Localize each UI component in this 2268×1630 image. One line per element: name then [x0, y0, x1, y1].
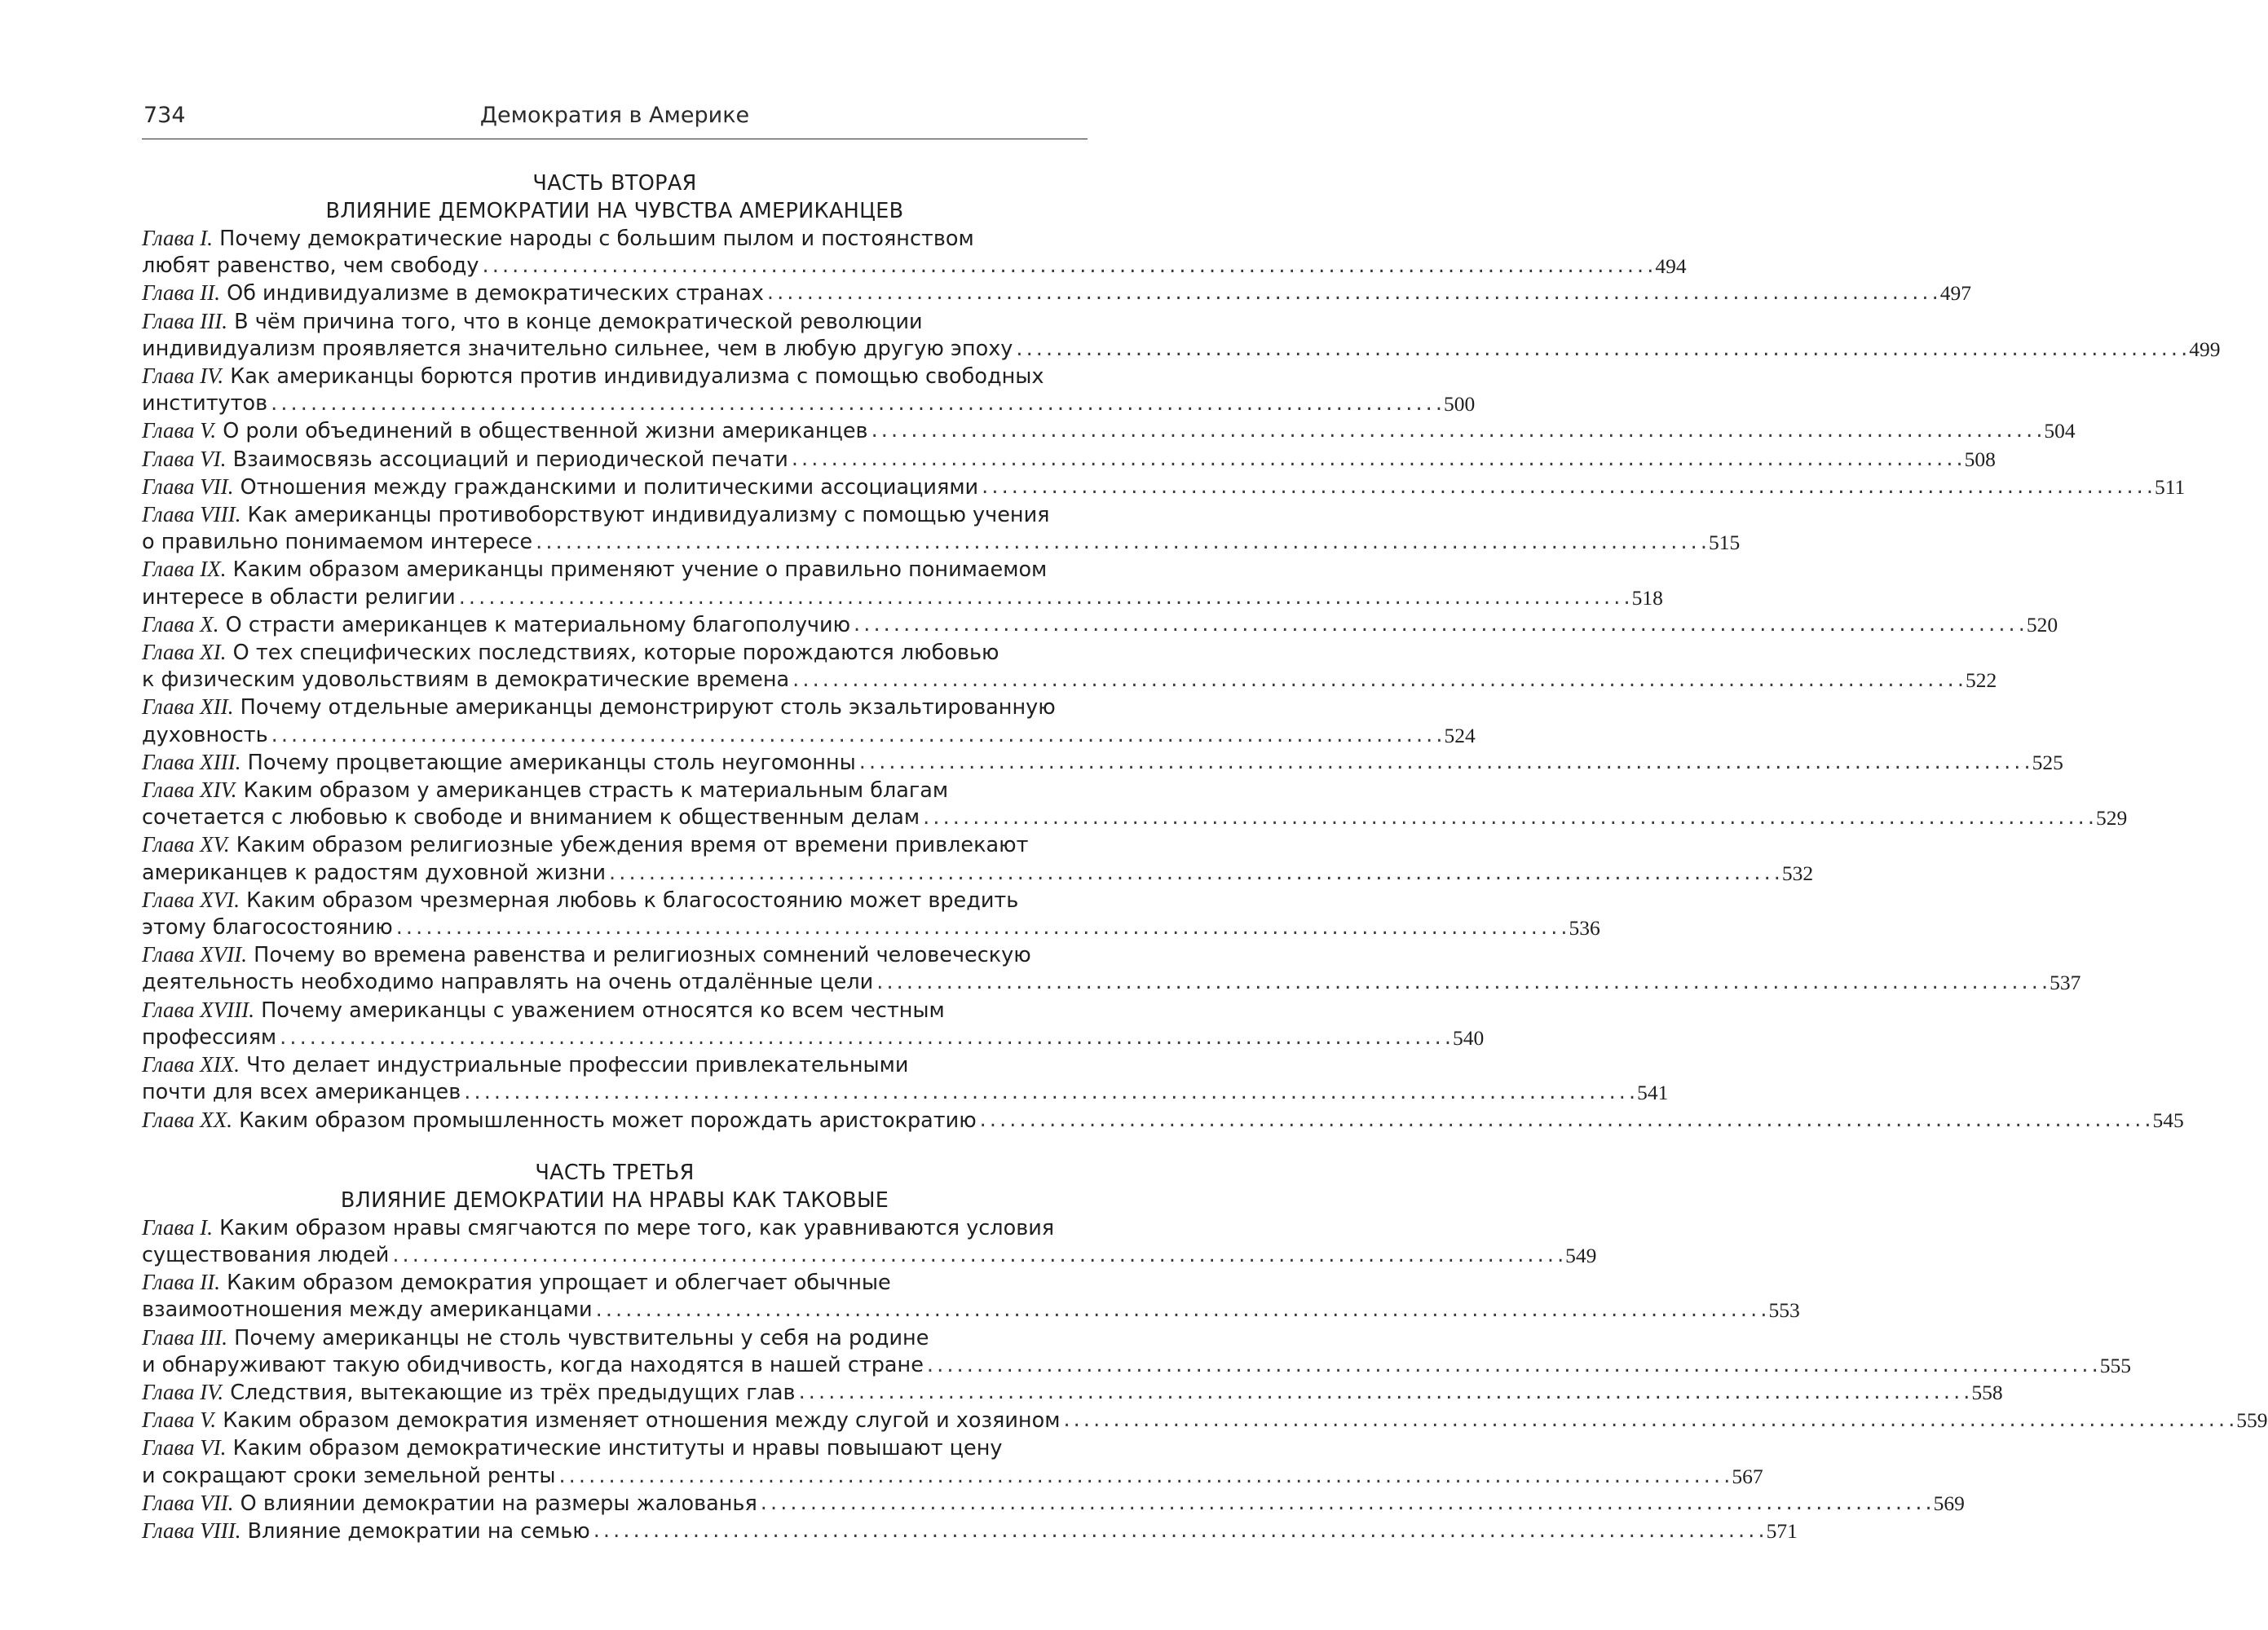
- toc-entry-line: [142, 1079, 1669, 1106]
- page-reference: 558: [1971, 1380, 2003, 1404]
- page-reference: 515: [1708, 531, 1741, 555]
- running-title: Демократия в Америке: [479, 103, 750, 128]
- chapter-title-text: этому благосостоянию: [142, 915, 393, 941]
- chapter-title-text: и сокращают сроки земельной ренты: [142, 1463, 556, 1488]
- page-reference: 571: [1766, 1518, 1798, 1543]
- toc-entry-text: [142, 308, 923, 336]
- table-of-contents: [142, 170, 2268, 1545]
- chapter-title-text: Каким образом демократия изменяет отношения между слугой и хозяином: [223, 1408, 1061, 1434]
- toc-entry-text: [142, 969, 873, 996]
- toc-entry-line: [142, 831, 1088, 859]
- chapter-title-text: Как американцы борются против индивидуализма с помощью свободных: [230, 364, 1044, 390]
- toc-entry-text: [142, 280, 764, 307]
- page-reference: 494: [1655, 254, 1687, 279]
- toc-entry-text: [142, 253, 479, 280]
- chapter-title-text: взаимоотношения между американцами: [142, 1297, 593, 1323]
- page-number: 734: [143, 103, 186, 128]
- leader-dots: [792, 667, 1962, 694]
- page-reference: 545: [2152, 1108, 2184, 1132]
- page-reference: 540: [1452, 1025, 1485, 1050]
- toc-entry-text: [142, 997, 945, 1024]
- toc-entry-line: [142, 1269, 1088, 1297]
- leader-dots: [271, 390, 1441, 417]
- chapter-label: Глава XIX.: [142, 1052, 240, 1077]
- chapter-label: Глава XII.: [142, 694, 234, 720]
- toc-entry[interactable]: [142, 446, 1996, 474]
- chapter-label: Глава II.: [142, 1270, 221, 1295]
- toc-entry[interactable]: [142, 639, 1997, 694]
- page-reference: 522: [1966, 668, 1997, 693]
- chapter-label: Глава IV.: [142, 1379, 224, 1404]
- toc-entry-line: [142, 446, 1996, 474]
- leader-dots: [767, 280, 1937, 307]
- page-reference: 569: [1933, 1491, 1965, 1515]
- leader-dots: [536, 529, 1705, 556]
- chapter-title-text: интересе в области религии: [142, 584, 456, 610]
- chapter-title-text: духовность: [142, 722, 268, 747]
- part-subtitle: ВЛИЯНИЕ ДЕМОКРАТИИ НА ЧУВСТВА АМЕРИКАНЦЕВ: [325, 199, 904, 223]
- toc-entry[interactable]: [142, 941, 2081, 996]
- leader-dots: [596, 1297, 1766, 1324]
- toc-entry-line: [142, 474, 2186, 501]
- toc-entry-line: [142, 529, 1741, 556]
- toc-entry-text: [142, 1242, 389, 1269]
- toc-entry-text: [142, 1297, 593, 1324]
- chapter-label: Глава III.: [142, 1324, 228, 1350]
- toc-entry-text: [142, 749, 856, 777]
- leader-dots: [396, 914, 1566, 941]
- chapter-title-text: Каким образом американцы применяют учение о правильно понимаемом: [232, 557, 1048, 583]
- leader-dots: [927, 1352, 2097, 1379]
- chapter-title-text: В чём причина того, что в конце демократической революции: [234, 309, 923, 334]
- leader-dots: [459, 584, 1629, 611]
- leader-dots: [982, 474, 2151, 501]
- toc-part: [142, 170, 2221, 1134]
- chapter-label: Глава XVIII.: [142, 997, 255, 1022]
- leader-dots: [558, 1463, 1728, 1490]
- chapter-title-text: Взаимосвязь ассоциаций и периодической печати: [232, 447, 788, 472]
- toc-entry-text: [142, 667, 789, 694]
- chapter-label: Глава XVI.: [142, 887, 240, 912]
- toc-entry-text: [142, 225, 974, 253]
- chapter-title-text: Почему отдельные американцы демонстрируют столь экзальтированную: [240, 695, 1056, 720]
- toc-entry-line: [142, 611, 2058, 639]
- toc-entry-line: [142, 887, 1088, 914]
- toc-entry-line: [142, 639, 1088, 667]
- toc-entry[interactable]: [142, 777, 2128, 831]
- toc-entry-line: [142, 584, 1663, 611]
- chapter-label: Глава XIV.: [142, 778, 237, 803]
- toc-entry-text: [142, 860, 606, 887]
- toc-entry-text: [142, 390, 267, 417]
- chapter-label: Глава II.: [142, 280, 221, 306]
- chapter-label: Глава VI.: [142, 446, 227, 471]
- leader-dots: [609, 860, 1779, 887]
- chapter-title-text: Каким образом демократия упрощает и облегчает обычные: [227, 1271, 891, 1296]
- toc-entry-line: [142, 1107, 2184, 1134]
- toc-entry[interactable]: [142, 556, 1663, 610]
- toc-entry[interactable]: [142, 474, 2186, 501]
- toc-entry-text: [142, 694, 1056, 721]
- toc-entry-text: [142, 1463, 555, 1490]
- leader-dots: [761, 1490, 1930, 1518]
- toc-entry-text: [142, 611, 850, 639]
- toc-entry[interactable]: [142, 831, 1814, 886]
- leader-dots: [593, 1518, 1763, 1545]
- chapter-title-text: Почему процветающие американцы столь неугомонны: [247, 750, 856, 775]
- chapter-title-text: О роли объединений в общественной жизни американцев: [223, 419, 868, 444]
- chapter-title-text: и обнаруживают такую обидчивость, когда находятся в нашей стране: [142, 1352, 924, 1377]
- toc-entry-text: [142, 1518, 590, 1545]
- toc-entry-line: [142, 280, 1971, 307]
- toc-entry[interactable]: [142, 1324, 2131, 1379]
- page-reference: 524: [1444, 723, 1476, 747]
- chapter-title-text: Каким образом промышленность может порождать аристократию: [239, 1108, 977, 1133]
- chapter-title-text: Каким образом нравы смягчаются по мере того, как уравниваются условия: [219, 1215, 1055, 1240]
- toc-entry-line: [142, 969, 2081, 996]
- toc-entry-text: [142, 363, 1044, 390]
- toc-entry-text: [142, 501, 1049, 529]
- page-reference: 525: [2032, 750, 2063, 774]
- toc-entry-line: [142, 363, 1088, 390]
- chapter-title-text: О страсти американцев к материальному благополучию: [225, 612, 851, 637]
- chapter-title-text: Влияние демократии на семью: [247, 1518, 590, 1544]
- toc-entry-text: [142, 1024, 276, 1051]
- toc-entry[interactable]: [142, 997, 1485, 1051]
- page-reference: 508: [1964, 447, 1996, 471]
- page-reference: 555: [2099, 1353, 2131, 1377]
- toc-entry-text: [142, 1051, 908, 1079]
- page-reference: 549: [1565, 1243, 1597, 1267]
- toc-entry-text: [142, 804, 920, 831]
- toc-entry[interactable]: [142, 887, 1600, 941]
- chapter-label: Глава XI.: [142, 640, 227, 665]
- page-reference: 500: [1443, 392, 1476, 416]
- leader-dots: [792, 446, 1961, 474]
- chapter-title-text: Об индивидуализме в демократических странах: [227, 281, 764, 306]
- page-reference: 497: [1939, 281, 1971, 306]
- leader-dots: [859, 749, 2029, 777]
- toc-entry[interactable]: [142, 749, 2063, 777]
- chapter-title-text: о правильно понимаемом интересе: [142, 530, 533, 555]
- toc-entry[interactable]: [142, 280, 1971, 307]
- toc-entry-line: [142, 941, 1088, 969]
- toc-entry[interactable]: [142, 1518, 1798, 1545]
- leader-dots: [923, 804, 2093, 831]
- page-reference: 518: [1631, 585, 1663, 610]
- toc-entry-line: [142, 914, 1600, 941]
- toc-entry-line: [142, 1518, 1798, 1545]
- toc-entry-text: [142, 556, 1047, 584]
- toc-entry-text: [142, 1324, 929, 1352]
- leader-dots: [280, 1024, 1449, 1051]
- toc-entry-line: [142, 1242, 1597, 1269]
- leader-dots: [980, 1107, 2150, 1134]
- toc-entry-text: [142, 1407, 1060, 1434]
- toc-entry-line: [142, 1352, 2131, 1379]
- chapter-title-text: Почему американцы не столь чувствительны у себя на родине: [234, 1325, 929, 1350]
- toc-entry-text: [142, 887, 1018, 914]
- leader-dots: [799, 1379, 1969, 1407]
- toc-entry[interactable]: [142, 308, 2221, 363]
- toc-entry-line: [142, 1490, 1965, 1518]
- chapter-title-text: Каким образом чрезмерная любовь к благосостоянию может вредить: [246, 888, 1019, 913]
- chapter-label: Глава III.: [142, 308, 228, 333]
- toc-entry-text: [142, 722, 268, 749]
- toc-entry[interactable]: [142, 225, 1687, 280]
- chapter-title-text: Каким образом демократические институты и нравы повышают цену: [232, 1436, 1003, 1461]
- toc-entry-text: [142, 474, 978, 501]
- leader-dots: [876, 969, 2046, 996]
- chapter-label: Глава V.: [142, 1408, 217, 1433]
- chapter-label: Глава V.: [142, 418, 217, 443]
- toc-entry[interactable]: [142, 1214, 1597, 1269]
- toc-entry[interactable]: [142, 611, 2058, 639]
- toc-entry[interactable]: [142, 1407, 2268, 1434]
- toc-entry-text: [142, 639, 999, 667]
- toc-entry-text: [142, 1079, 461, 1106]
- leader-dots: [871, 417, 2041, 445]
- toc-entry[interactable]: [142, 1434, 1763, 1489]
- chapter-label: Глава XX.: [142, 1107, 233, 1132]
- toc-entry-line: [142, 1214, 1088, 1242]
- toc-entry-line: [142, 556, 1088, 584]
- toc-entry-line: [142, 417, 2076, 445]
- chapter-title-text: Почему во времена равенства и религиозных сомнений человеческую: [254, 943, 1031, 968]
- page-reference: 504: [2044, 419, 2076, 443]
- chapter-title-text: почти для всех американцев: [142, 1080, 461, 1105]
- toc-entry-line: [142, 253, 1687, 280]
- toc-entry-text: [142, 1107, 977, 1134]
- chapter-label: Глава XVII.: [142, 942, 248, 967]
- toc-entry-line: [142, 1024, 1485, 1051]
- toc-entry[interactable]: [142, 1107, 2184, 1134]
- toc-entry-line: [142, 1434, 1088, 1462]
- part-subtitle: ВЛИЯНИЕ ДЕМОКРАТИИ НА НРАВЫ КАК ТАКОВЫЕ: [340, 1187, 889, 1213]
- running-header: [142, 96, 1088, 139]
- toc-entry-text: [142, 1269, 891, 1297]
- toc-entry-line: [142, 336, 2221, 363]
- page-reference: 553: [1768, 1298, 1800, 1323]
- chapter-title-text: Почему демократические народы с большим пылом и постоянством: [219, 227, 974, 251]
- toc-entry[interactable]: [142, 501, 1741, 556]
- chapter-title-text: к физическим удовольствиям в демократические времена: [142, 667, 790, 693]
- chapter-title-text: любят равенство, чем свободу: [142, 253, 479, 279]
- toc-entry-line: [142, 501, 1088, 529]
- chapter-label: Глава IX.: [142, 557, 227, 582]
- page-reference: 520: [2026, 612, 2058, 637]
- toc-entry-line: [142, 694, 1088, 721]
- chapter-label: Глава I.: [142, 1214, 214, 1240]
- toc-entry-text: [142, 1490, 757, 1518]
- chapter-title-text: индивидуализм проявляется значительно сильнее, чем в любую другую эпоху: [142, 336, 1013, 361]
- toc-entry-line: [142, 308, 1088, 336]
- toc-entry-text: [142, 336, 1013, 363]
- chapter-label: Глава XV.: [142, 832, 230, 857]
- chapter-label: Глава VII.: [142, 474, 234, 499]
- toc-entry-line: [142, 1379, 2003, 1407]
- toc-entry[interactable]: [142, 1490, 1965, 1518]
- page-reference: 511: [2154, 474, 2186, 499]
- toc-entry-line: [142, 1407, 2268, 1434]
- chapter-title-text: Что делает индустриальные профессии привлекательными: [246, 1053, 909, 1078]
- chapter-label: Глава VIII.: [142, 502, 241, 527]
- toc-entry-text: [142, 1214, 1054, 1242]
- leader-dots: [392, 1242, 1562, 1269]
- chapter-title-text: профессиям: [142, 1024, 277, 1050]
- leader-dots: [1063, 1407, 2233, 1434]
- toc-entry-text: [142, 446, 788, 474]
- chapter-title-text: деятельность необходимо направлять на очень отдалённые цели: [142, 970, 874, 995]
- toc-entry-text: [142, 1379, 796, 1407]
- toc-entry-line: [142, 1324, 1088, 1352]
- chapter-label: Глава VIII.: [142, 1518, 241, 1543]
- toc-entry[interactable]: [142, 1269, 1800, 1324]
- leader-dots: [464, 1079, 1634, 1106]
- toc-entry[interactable]: [142, 1379, 2003, 1407]
- part-title: ЧАСТЬ ВТОРАЯ: [532, 171, 697, 196]
- toc-entry-line: [142, 860, 1814, 887]
- page-reference: 541: [1637, 1081, 1669, 1105]
- page-reference: 559: [2236, 1408, 2268, 1433]
- toc-entry-line: [142, 997, 1088, 1024]
- page-reference: 532: [1781, 861, 1814, 885]
- toc-entry-line: [142, 1463, 1763, 1490]
- leader-dots: [483, 253, 1652, 280]
- chapter-title-text: Как американцы противоборствуют индивидуализму с помощью учения: [247, 503, 1050, 528]
- toc-entry-line: [142, 1297, 1800, 1324]
- toc-entry-text: [142, 914, 393, 941]
- chapter-label: Глава XIII.: [142, 749, 241, 774]
- chapter-title-text: О влиянии демократии на размеры жалованья: [240, 1491, 757, 1516]
- chapter-title-text: Следствия, вытекающие из трёх предыдущих глав: [230, 1380, 796, 1405]
- toc-entry-line: [142, 390, 1476, 417]
- toc-entry[interactable]: [142, 694, 1476, 748]
- chapter-title-text: Каким образом у американцев страсть к материальным благам: [243, 778, 949, 804]
- toc-part: [142, 1159, 2268, 1545]
- toc-entry-line: [142, 722, 1476, 749]
- chapter-title-text: существования людей: [142, 1242, 390, 1267]
- chapter-title-text: О тех специфических последствиях, которые порождаются любовью: [232, 641, 999, 666]
- toc-entry-text: [142, 1352, 924, 1379]
- page-reference: 499: [2189, 337, 2221, 361]
- chapter-label: Глава IV.: [142, 363, 224, 389]
- toc-entry[interactable]: [142, 1051, 1669, 1106]
- toc-entry-line: [142, 667, 1997, 694]
- chapter-label: Глава VI.: [142, 1435, 227, 1460]
- chapter-title-text: американцев к радостям духовной жизни: [142, 860, 607, 885]
- toc-entry-text: [142, 1434, 1002, 1462]
- page-reference: 529: [2096, 806, 2128, 830]
- toc-entry-line: [142, 1051, 1088, 1079]
- toc-entry-line: [142, 804, 2128, 831]
- chapter-title-text: сочетается с любовью к свободе и вниманием к общественным делам: [142, 805, 920, 830]
- chapter-title-text: Каким образом религиозные убеждения время от времени привлекают: [236, 833, 1029, 858]
- toc-entry-line: [142, 749, 2063, 777]
- toc-entry-text: [142, 584, 456, 611]
- toc-entry-text: [142, 831, 1028, 859]
- leader-dots: [1016, 336, 2186, 363]
- chapter-label: Глава X.: [142, 611, 219, 637]
- toc-entry-line: [142, 225, 1088, 253]
- page-reference: 537: [2050, 971, 2081, 995]
- chapter-label: Глава I.: [142, 226, 214, 250]
- toc-entry-text: [142, 941, 1031, 969]
- page-reference: 567: [1732, 1464, 1763, 1488]
- toc-entry-line: [142, 777, 1088, 804]
- chapter-title-text: Почему американцы с уважением относятся ко всем честным: [261, 998, 945, 1023]
- chapter-label: Глава VII.: [142, 1490, 234, 1515]
- toc-entry[interactable]: [142, 363, 1476, 417]
- part-title: ЧАСТЬ ТРЕТЬЯ: [535, 1160, 695, 1185]
- leader-dots: [854, 611, 2023, 639]
- page-reference: 536: [1569, 916, 1600, 941]
- toc-entry-text: [142, 417, 868, 445]
- chapter-title-text: Отношения между гражданскими и политическими ассоциациями: [240, 474, 979, 500]
- toc-entry-text: [142, 529, 532, 556]
- toc-entry-text: [142, 777, 948, 804]
- chapter-title-text: институтов: [142, 391, 268, 416]
- leader-dots: [271, 722, 1441, 749]
- toc-entry[interactable]: [142, 417, 2076, 445]
